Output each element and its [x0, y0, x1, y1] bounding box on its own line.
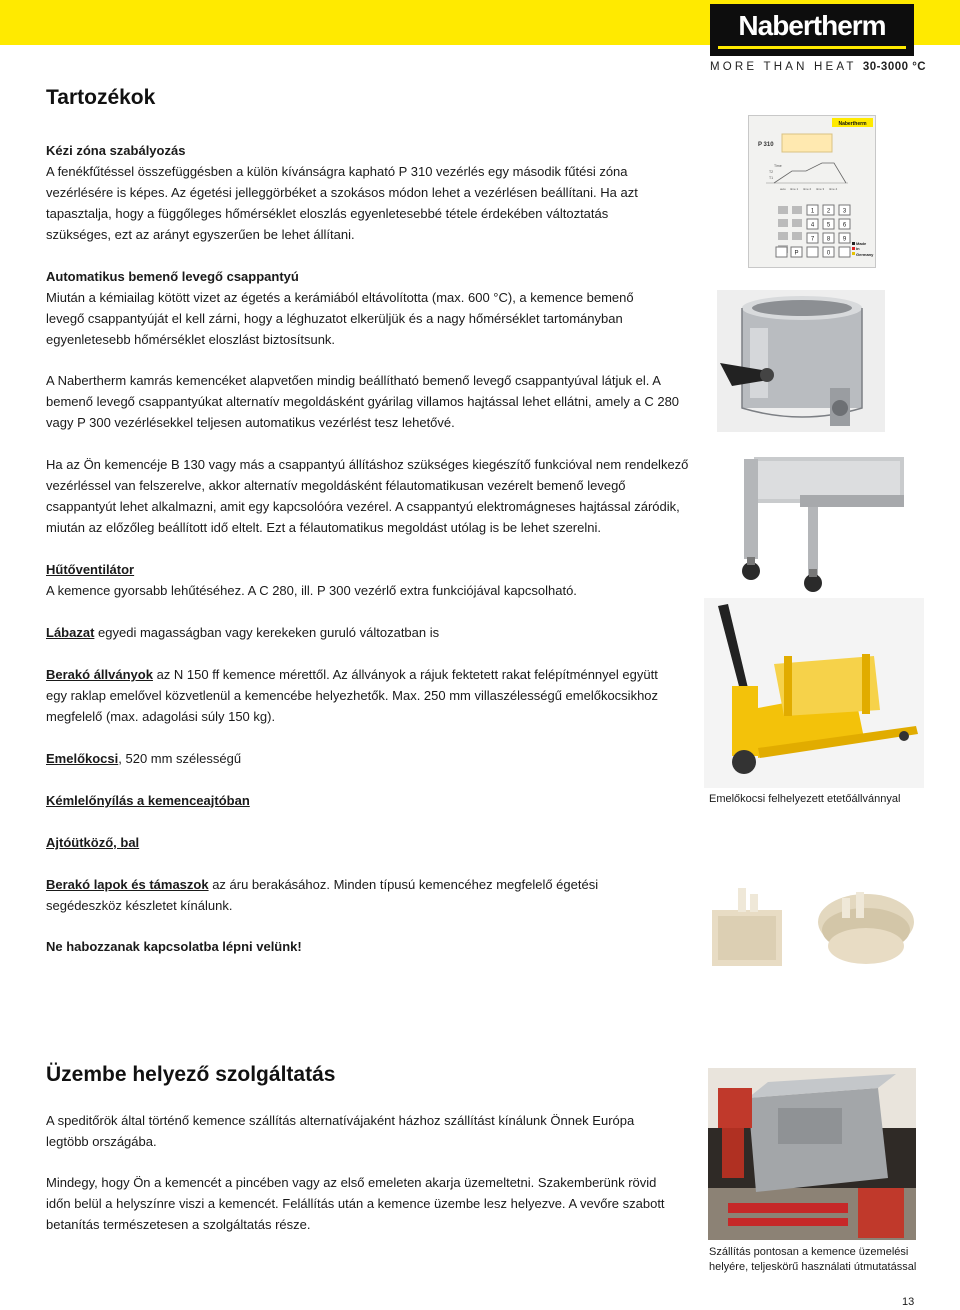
brand-tagline	[710, 61, 927, 73]
section-zone	[46, 140, 676, 245]
key-3: 3	[842, 208, 847, 215]
key-2: 2	[826, 208, 831, 215]
section-doorstop	[46, 832, 676, 853]
controller-model: P 310	[758, 142, 774, 148]
key-4: 4	[810, 222, 815, 229]
key-1: 1	[810, 208, 815, 215]
flap-p2: A Nabertherm kamrás kemencéket alapvetően mindig beállítható bemenő levegő csappantyúval látjuk el. A bemenő levegő csappantyúkat alternatív megoldásként gyárilag villamos hajtással lehet ellátni, amely a C 280 vagy P 300 vezérlésekkel teljesen automatikus vezérlést tesz lehetővé.	[46, 373, 680, 430]
racks-bold: Berakó állványok	[46, 667, 153, 682]
key-p: P	[794, 250, 799, 257]
pallet-truck-photo	[704, 598, 924, 788]
racks-text: az N 150 ff kemence mérettől. Az állványok a rájuk fektetett rakat felépítménnyel együtt egy raklap emelővel közvetlenül a kemencébe helyezhetők. Max. 250 mm villaszélességű emelőkocsikhoz megfelelő (max. adagolási súly 150 kg).	[46, 667, 659, 724]
section-peephole	[46, 790, 676, 811]
section-flap	[46, 266, 671, 350]
controller-label-time: Time	[774, 164, 782, 168]
section-stand	[46, 622, 676, 643]
key-8: 8	[826, 236, 831, 243]
controller-label-time4: time 4	[829, 187, 838, 191]
controller-label-time3: time 3	[816, 187, 825, 191]
delivery-photo	[708, 1068, 916, 1240]
shelves-bold: Berakó lapok és támaszok	[46, 877, 209, 892]
nabertherm-logo	[710, 4, 914, 56]
section-shelves	[46, 874, 671, 916]
section-fan	[46, 559, 676, 601]
service-p2: Mindegy, hogy Ön a kemencét a pincében vagy az első emeleten akarja üzemeltetni. Szakemberünk rövid időn belül a helyszínre viszi a kemencét. Felállítás után a kemence üzembe lesz helyezve. A vevőre szabott betanítás természetesen a szolgáltatás része.	[46, 1175, 665, 1232]
made-3: Germany	[856, 252, 874, 257]
controller-label-time2: time 2	[803, 187, 812, 191]
tagline-temp: 30-3000 °C	[862, 61, 927, 73]
made-1: Made	[856, 241, 867, 246]
zone-text: A fenékfűtéssel összefüggésben a külön kívánságra kapható P 310 vezérlés egy második fűtési zóna vezérlésére is képes. Az égetési jelleggörbéket a szokásos módon lehet a vezérlésen beállítani. Ha azt tapasztalja, hogy a függőleges hőmérséklet eloszlás egyenletesebbé tétele érdekében változtatás szükséges, ezt az arányt egyszerűen be lehet állítani.	[46, 164, 638, 242]
key-5: 5	[826, 222, 831, 229]
doorstop-bold: Ajtóütköző, bal	[46, 835, 140, 850]
peephole-bold: Kémlelőnyílás a kemenceajtóban	[46, 793, 250, 808]
flap-p3: Ha az Ön kemencéje B 130 vagy más a csappantyú állításhoz szükséges kiegészítő funkcióval nem rendelkező vezérléssel van felszerelve, akkor alternatív megoldásként félautomatikusan vezérelt bemenő levegő csappantyút lehet alkalmazni, amit egy kapcsolóóra vezérel. A csappantyú elektromágneses hajtással záródik, miután az előzőleg beállított idő eltelt. Ezt a félautomatikus megoldást utólag is be lehet szerelni.	[46, 457, 689, 535]
stand-photo	[738, 455, 904, 595]
fan-heading: Hűtőventilátor	[46, 562, 135, 577]
shelves-text: az áru berakásához. Minden típusú kemencéhez megfelelő égetési segédeszköz készletet kínálunk.	[46, 877, 599, 913]
key-6: 6	[842, 222, 847, 229]
key-7: 7	[810, 236, 815, 243]
section-truck	[46, 748, 676, 769]
controller-label-t2: T2	[769, 170, 774, 174]
logo-text: Nabertherm	[738, 10, 886, 41]
made-2: in	[856, 246, 860, 251]
controller-label-time1: time 1	[790, 187, 799, 191]
air-flap-photo	[712, 288, 890, 436]
stand-bold: Lábazat	[46, 625, 95, 640]
controller-label-auto: auto	[780, 187, 786, 191]
section-racks	[46, 664, 666, 727]
page-title: Tartozékok	[46, 86, 156, 109]
truck-text: , 520 mm szélességű	[118, 751, 242, 766]
tagline-text: MORE THAN HEAT	[710, 61, 857, 73]
service-title: Üzembe helyező szolgáltatás	[46, 1063, 336, 1086]
fan-text: A kemence gyorsabb lehűtéséhez. A C 280, ill. P 300 vezérlő extra funkciójával kapcsolható.	[46, 583, 577, 598]
kiln-shelves-photo	[706, 872, 914, 972]
contact-line	[46, 936, 676, 957]
caption-truck: Emelőkocsi felhelyezett etetőállvánnyal	[709, 793, 901, 805]
controller-photo	[748, 115, 876, 268]
truck-bold: Emelőkocsi	[46, 751, 119, 766]
controller-brand: Nabertherm	[838, 121, 867, 127]
key-9: 9	[842, 236, 847, 243]
zone-heading: Kézi zóna szabályozás	[46, 143, 186, 158]
controller-label-t1: T1	[769, 176, 774, 180]
service-p1: A speditőrök által történő kemence szállítás alternatívájaként házhoz szállítást kínálunk Önnek Európa legtöbb országába.	[46, 1113, 635, 1149]
page-number: 13	[902, 1296, 915, 1308]
key-0: 0	[826, 250, 831, 257]
logo-stripe	[718, 46, 906, 49]
flap-heading: Automatikus bemenő levegő csappantyú	[46, 269, 299, 284]
caption-delivery: Szállítás pontosan a kemence üzemelési helyére, teljeskörű használati útmutatással	[709, 1246, 917, 1273]
contact-text: Ne habozzanak kapcsolatba lépni velünk!	[46, 939, 302, 954]
flap-p1: Miután a kémiailag kötött vizet az égetés a kerámiából eltávolította (max. 600 °C), a kemence bemenő levegő csappantyúját el kell zárni, hogy a léghuzatot elkerüljük és a nagy hőmérséklet tartományban egyenletesebb hőmérséklet eloszlást biztosítsunk.	[46, 290, 634, 347]
stand-text: egyedi magasságban vagy kerekeken guruló változatban is	[94, 625, 440, 640]
